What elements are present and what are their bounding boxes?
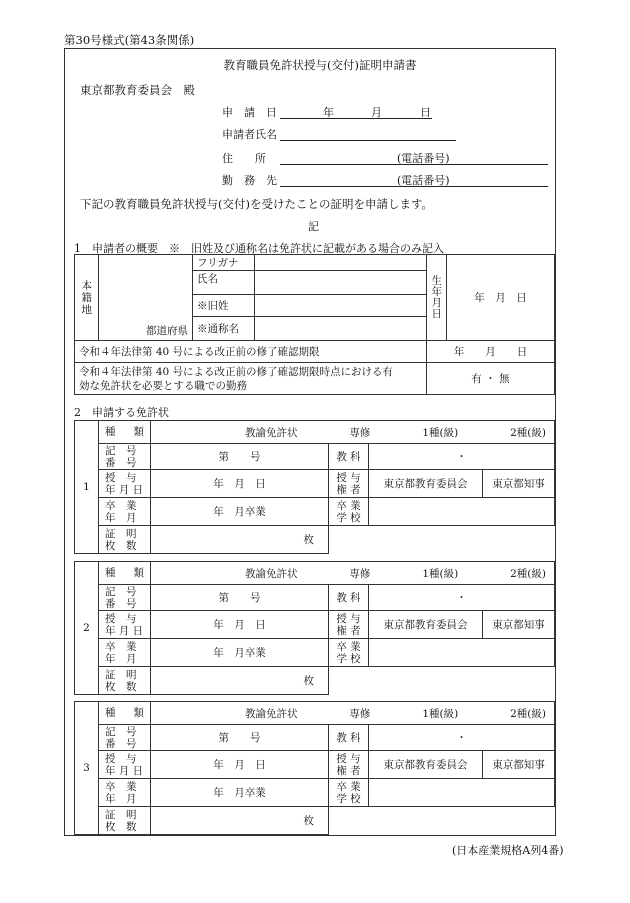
phone-1: (電話番号) — [397, 152, 450, 165]
date-month: 月 — [371, 106, 382, 119]
applicant-table — [74, 254, 555, 395]
shu2-option[interactable]: 2種(級) — [510, 707, 546, 720]
block-number: 1 — [75, 421, 99, 554]
kigo-label: 記 号 番 号 — [99, 725, 151, 751]
kyoka-label: 教 科 — [329, 585, 369, 611]
date-year: 年 — [323, 106, 334, 119]
footer-note: (日本産業規格A列4番) — [452, 844, 564, 857]
phone-2: (電話番号) — [397, 174, 450, 187]
iinkai-option[interactable]: 東京都教育委員会 — [369, 470, 483, 498]
kigo-label: 記 号 番 号 — [99, 585, 151, 611]
juyo-date[interactable]: 年 月 日 — [151, 611, 329, 639]
blank-cell — [329, 807, 555, 835]
name-cell-label: 氏名 — [193, 271, 255, 295]
juyo-date[interactable]: 年 月 日 — [151, 751, 329, 779]
shu1-option[interactable]: 1種(級) — [422, 707, 459, 720]
license-block-1 — [74, 420, 555, 554]
birth-label-cell — [427, 255, 447, 341]
juyosha-label: 授 与 権 者 — [329, 470, 369, 498]
sotsu-label: 卒 業 年 月 — [99, 498, 151, 526]
shurui-label: 種 類 — [99, 702, 151, 725]
gakko-input[interactable] — [369, 498, 555, 526]
license-block-2 — [74, 561, 555, 695]
license-number[interactable]: 第 号 — [151, 585, 329, 611]
shurui-label: 種 類 — [99, 562, 151, 585]
name-label: 申請者氏名 — [222, 128, 277, 141]
todofuken-label: 都道府県 — [146, 325, 188, 337]
juyosha-label: 授 与 権 者 — [329, 611, 369, 639]
section1-heading: 1 申請者の概要 ※ 旧姓及び通称名は免許状に記載がある場合のみ記入 — [74, 242, 444, 255]
juyosha-label: 授 与 権 者 — [329, 751, 369, 779]
shomei-label: 証 明 枚 数 — [99, 807, 151, 835]
shu1-option[interactable]: 1種(級) — [422, 567, 459, 580]
kyusei-input[interactable] — [255, 295, 427, 317]
gakko-input[interactable] — [369, 639, 555, 667]
license-number[interactable]: 第 号 — [151, 725, 329, 751]
license-type-row — [151, 421, 555, 444]
page-title: 教育職員免許状授与(交付)証明申請書 — [223, 58, 417, 72]
senshu-option[interactable]: 専修 — [349, 707, 371, 720]
shu1-option[interactable]: 1種(級) — [422, 426, 459, 439]
honseki-cell — [75, 255, 99, 341]
gakko-input[interactable] — [369, 779, 555, 807]
chiji-option[interactable]: 東京都知事 — [483, 751, 555, 779]
juyo-label: 授 与 年 月 日 — [99, 470, 151, 498]
shu2-option[interactable]: 2種(級) — [510, 426, 546, 439]
senshu-option[interactable]: 専修 — [349, 426, 371, 439]
shomei-label: 証 明 枚 数 — [99, 526, 151, 554]
deadline-value[interactable]: 年 月 日 — [427, 341, 555, 363]
kyoka-value[interactable]: ・ — [369, 585, 555, 611]
chiji-option[interactable]: 東京都知事 — [483, 470, 555, 498]
license-type-row — [151, 562, 555, 585]
kyoka-value[interactable]: ・ — [369, 444, 555, 470]
iinkai-option[interactable]: 東京都教育委員会 — [369, 611, 483, 639]
kyoyu-label: 教諭免許状 — [245, 426, 298, 439]
shu2-option[interactable]: 2種(級) — [510, 567, 546, 580]
sotsu-label: 卒 業 年 月 — [99, 639, 151, 667]
form-number: 第30号様式(第43条関係) — [64, 33, 195, 47]
iinkai-option[interactable]: 東京都教育委員会 — [369, 751, 483, 779]
section2-heading: 2 申請する免許状 — [74, 406, 169, 419]
blank-cell — [329, 667, 555, 695]
juyo-date[interactable]: 年 月 日 — [151, 470, 329, 498]
kyoyu-label: 教諭免許状 — [245, 567, 298, 580]
kigo-label: 記 号 番 号 — [99, 444, 151, 470]
kyoka-value[interactable]: ・ — [369, 725, 555, 751]
date-label: 申 請 日 — [222, 106, 277, 119]
chiji-option[interactable]: 東京都知事 — [483, 611, 555, 639]
sotsu-date[interactable]: 年 月卒業 — [151, 498, 329, 526]
sotsu-date[interactable]: 年 月卒業 — [151, 639, 329, 667]
work-duty-label-a: 令和４年法律第 40 号による改正前の修了確認期限時点における有 — [79, 365, 394, 378]
kyusei-label: ※旧姓 — [193, 295, 255, 317]
license-number[interactable]: 第 号 — [151, 444, 329, 470]
tsushomei-label: ※通称名 — [193, 317, 255, 341]
license-block-3 — [74, 701, 555, 835]
block-number: 2 — [75, 562, 99, 695]
date-line — [280, 118, 432, 119]
kyoka-label: 教 科 — [329, 444, 369, 470]
honseki-label: 本籍地 — [81, 279, 92, 316]
juyo-label: 授 与 年 月 日 — [99, 611, 151, 639]
name-line — [280, 140, 456, 141]
gakko-label: 卒 業 学 校 — [329, 498, 369, 526]
shomei-label: 証 明 枚 数 — [99, 667, 151, 695]
shomei-count[interactable]: 枚 — [151, 667, 329, 695]
kyoka-label: 教 科 — [329, 725, 369, 751]
juyo-label: 授 与 年 月 日 — [99, 751, 151, 779]
work-label: 勤 務 先 — [222, 174, 277, 187]
request-text: 下記の教育職員免許状授与(交付)を受けたことの証明を申請します。 — [80, 197, 434, 211]
sotsu-date[interactable]: 年 月卒業 — [151, 779, 329, 807]
shomei-count[interactable]: 枚 — [151, 807, 329, 835]
shurui-label: 種 類 — [99, 421, 151, 444]
todofuken-cell — [99, 255, 193, 341]
name-input[interactable] — [255, 271, 427, 295]
address-label: 住 所 — [222, 152, 266, 165]
kyoyu-label: 教諭免許状 — [245, 707, 298, 720]
date-day: 日 — [420, 106, 431, 119]
tsushomei-input[interactable] — [255, 317, 427, 341]
senshu-option[interactable]: 専修 — [349, 567, 371, 580]
shomei-count[interactable]: 枚 — [151, 526, 329, 554]
sotsu-label: 卒 業 年 月 — [99, 779, 151, 807]
blank-cell — [329, 526, 555, 554]
work-duty-label-b: 効な免許状を必要とする職での勤務 — [79, 379, 247, 392]
gakko-label: 卒 業 学 校 — [329, 639, 369, 667]
license-type-row — [151, 702, 555, 725]
work-duty-value[interactable]: 有 ・ 無 — [427, 363, 555, 395]
block-number: 3 — [75, 702, 99, 835]
ki: 記 — [308, 220, 319, 233]
deadline-label: 令和４年法律第 40 号による改正前の修了確認期限 — [75, 341, 427, 363]
work-duty-label — [75, 363, 427, 395]
gakko-label: 卒 業 学 校 — [329, 779, 369, 807]
birth-value[interactable]: 年 月 日 — [447, 255, 555, 341]
furigana-input[interactable] — [255, 255, 427, 271]
furigana-label: フリガナ — [193, 255, 255, 271]
birth-label: 生年月日 — [431, 274, 442, 320]
addressee: 東京都教育委員会 殿 — [80, 83, 195, 97]
